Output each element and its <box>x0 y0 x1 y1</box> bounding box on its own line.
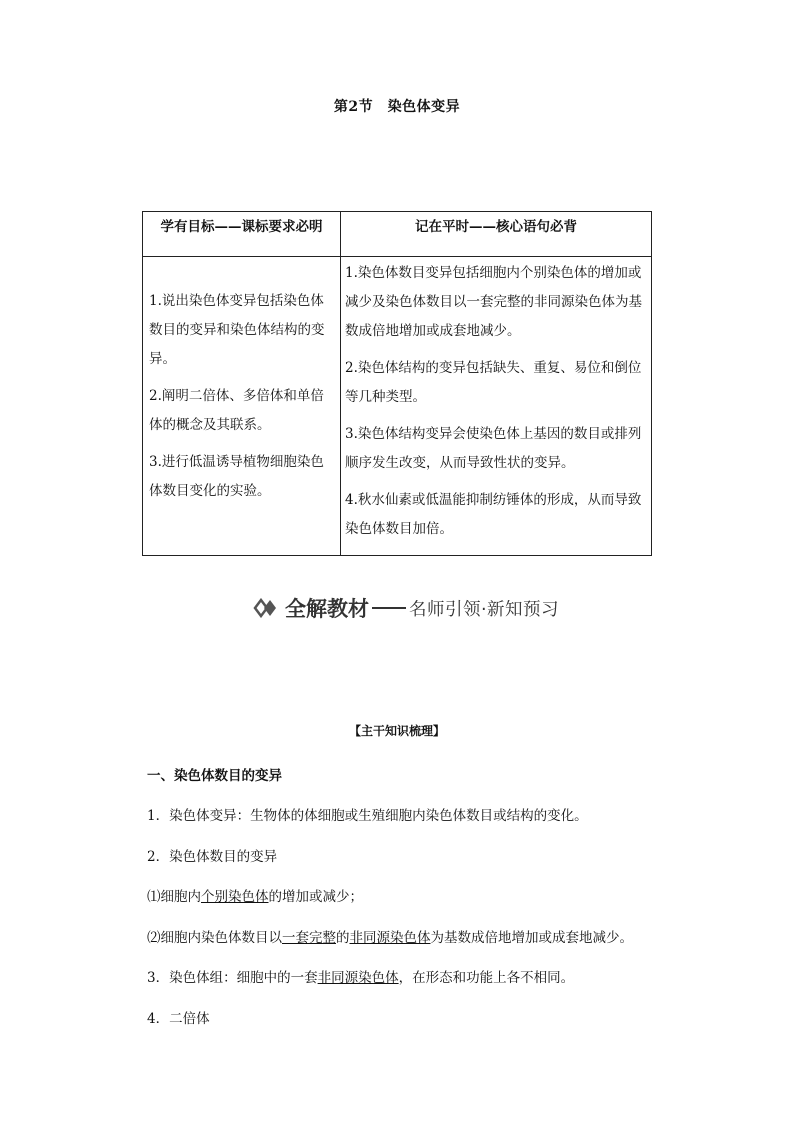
paragraph-3 <box>147 885 363 905</box>
paragraph-2: 2．染色体数目的变异 <box>147 849 278 865</box>
text-segment: 为基数成倍地增加或成套地减少。 <box>430 930 633 946</box>
underlined-term: 非同源染色体 <box>317 970 399 986</box>
section-heading: 【主干知识梳理】 <box>348 724 445 738</box>
text-segment: ⑵细胞内染色体数目以 <box>147 930 282 946</box>
key-sentence-item: 2.染色体结构的变异包括缺失、重复、易位和倒位等几种类型。 <box>345 360 642 405</box>
banner-sub-text: 名师引领·新知预习 <box>409 599 560 620</box>
text-segment: ⑴细胞内 <box>147 889 201 905</box>
text-segment: ，在形态和功能上各不相同。 <box>398 970 575 986</box>
paragraph-1: 1．染色体变异：生物体的体细胞或生殖细胞内染色体数目或结构的变化。 <box>147 808 588 824</box>
underlined-term: 非同源染色体 <box>349 930 431 946</box>
text-segment: 的 <box>336 930 350 946</box>
goal-item: 3.进行低温诱导植物细胞染色体数目变化的实验。 <box>149 454 324 499</box>
diamond-logo-icon <box>253 598 279 618</box>
banner-dash <box>372 607 406 609</box>
key-sentence-item: 3.染色体结构变异会使染色体上基因的数目或排列顺序发生改变，从而导致性状的变异。 <box>345 426 642 471</box>
paragraph-6: 4．二倍体 <box>147 1011 210 1027</box>
section-banner <box>253 594 559 622</box>
goal-item: 2.阐明二倍体、多倍体和单倍体的概念及其联系。 <box>149 388 324 433</box>
table-cell-left <box>143 257 341 556</box>
underlined-term: 一套完整 <box>282 930 336 946</box>
paragraph-4 <box>147 926 633 946</box>
paragraph-5 <box>147 966 574 986</box>
goal-item: 1.说出染色体变异包括染色体数目的变异和染色体结构的变异。 <box>149 293 325 367</box>
underlined-term: 个别染色体 <box>201 889 269 905</box>
key-sentence-item: 4.秋水仙素或低温能抑制纺锤体的形成，从而导致染色体数目加倍。 <box>345 492 642 537</box>
text-segment: 3．染色体组：细胞中的一套 <box>147 970 318 986</box>
table-header-right: 记在平时——核心语句必背 <box>341 212 652 257</box>
text-segment: 的增加或减少； <box>268 889 363 905</box>
table-cell-right <box>341 257 652 556</box>
banner-main-text: 全解教材 <box>285 597 369 621</box>
key-sentence-item: 1.染色体数目变异包括细胞内个别染色体的增加或减少及染色体数目以一套完整的非同源染色体为基数成倍地增加或成套地减少。 <box>345 265 642 339</box>
table-header-left: 学有目标——课标要求必明 <box>143 212 341 257</box>
heading-1: 一、染色体数目的变异 <box>147 768 282 784</box>
page-title: 第2节 染色体变异 <box>333 99 461 115</box>
learning-goals-table <box>142 211 652 556</box>
